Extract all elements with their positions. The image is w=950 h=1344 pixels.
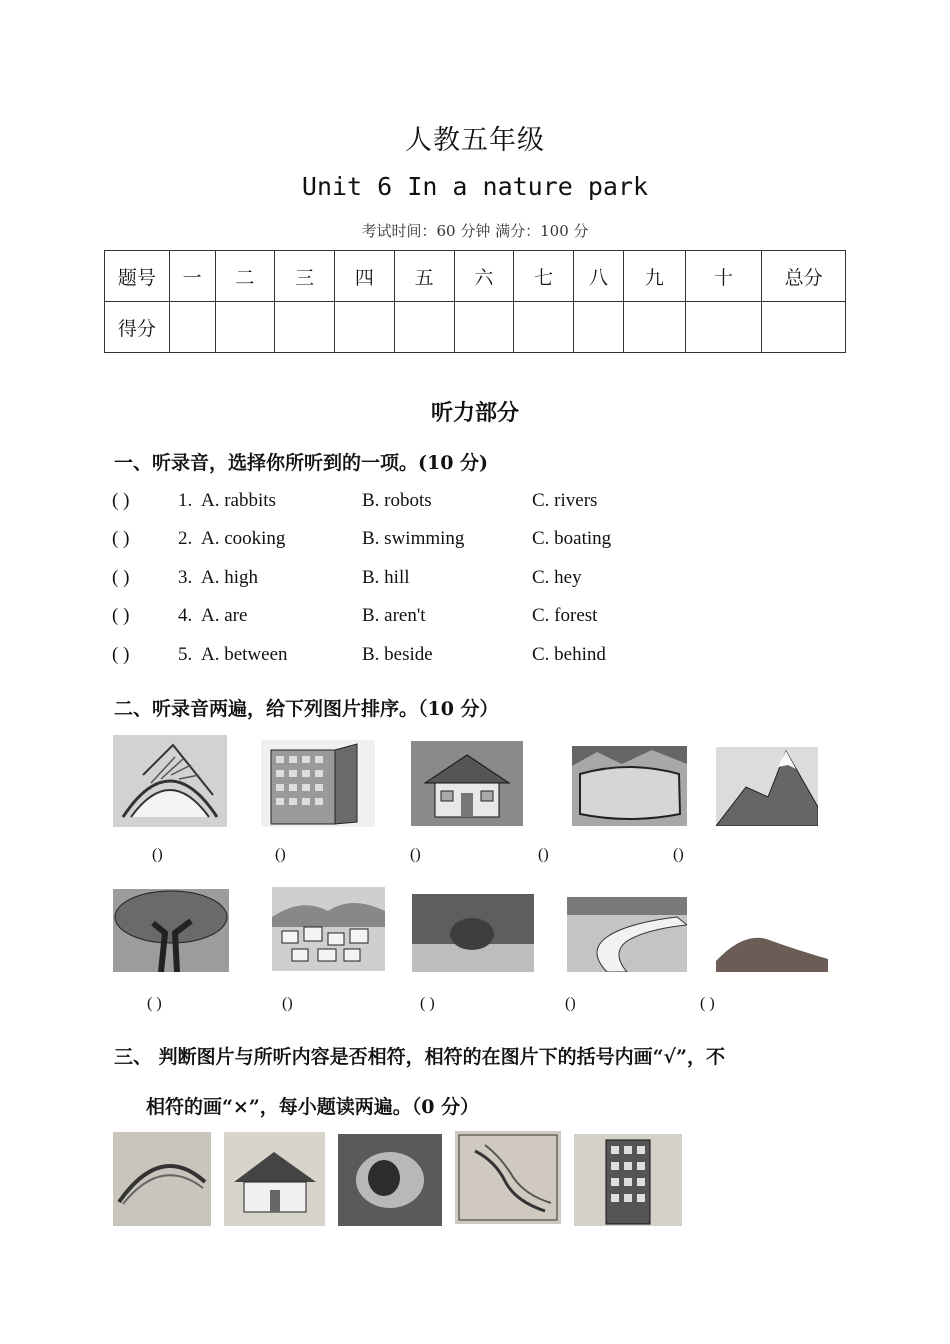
order-paren[interactable]: ( )	[700, 995, 715, 1012]
river-photo	[455, 1131, 561, 1224]
option-b: B. robots	[362, 490, 432, 511]
score-table-cell: 二	[215, 251, 275, 302]
order-paren[interactable]: ( )	[147, 995, 162, 1012]
option-a: A. cooking	[201, 528, 286, 549]
village-picture	[272, 887, 385, 971]
score-table	[104, 250, 846, 353]
score-input-cell[interactable]	[574, 302, 624, 353]
q1-item	[112, 644, 712, 670]
score-table-cell: 八	[574, 251, 624, 302]
page-title: 人教五年级	[405, 125, 545, 156]
order-paren[interactable]: ( )	[420, 995, 435, 1012]
bridge-photo	[113, 1132, 211, 1226]
score-row-label: 得分	[105, 302, 170, 353]
unit-title: Unit 6 In a nature park	[301, 172, 649, 201]
score-input-cell[interactable]	[275, 302, 335, 353]
score-table-cell: 九	[623, 251, 685, 302]
score-table-header-row	[105, 251, 846, 302]
river-picture	[567, 897, 687, 972]
answer-paren[interactable]: ( )	[112, 528, 130, 549]
option-a: A. between	[201, 644, 288, 665]
q1-title: 一、听录音，选择你所听到的一项。(10 分)	[114, 452, 489, 474]
score-input-cell[interactable]	[215, 302, 275, 353]
exam-info: 考试时间：60 分钟 满分：100 分	[361, 222, 589, 240]
score-table-cell: 一	[169, 251, 215, 302]
option-b: B. beside	[362, 644, 433, 665]
q1-item	[112, 490, 712, 516]
score-table-score-row	[105, 302, 846, 353]
lake-photo	[338, 1134, 442, 1226]
score-input-cell[interactable]	[169, 302, 215, 353]
order-paren[interactable]: ()	[565, 995, 576, 1012]
option-a: A. rabbits	[201, 490, 276, 511]
option-c: C. behind	[532, 644, 606, 665]
answer-paren[interactable]: ( )	[112, 644, 130, 665]
forest-picture	[412, 894, 534, 972]
order-paren[interactable]: ()	[152, 846, 163, 863]
q1-item-number: 5.	[178, 644, 193, 665]
q1-item-number: 3.	[178, 567, 193, 588]
option-c: C. hey	[532, 567, 582, 588]
score-table-cell: 总分	[762, 251, 846, 302]
score-input-cell[interactable]	[394, 302, 454, 353]
option-a: A. are	[201, 605, 248, 626]
listening-section-title: 听力部分	[430, 400, 519, 426]
house-picture	[411, 741, 523, 826]
option-a: A. high	[201, 567, 258, 588]
order-paren[interactable]: ()	[538, 846, 549, 863]
order-paren[interactable]: ()	[673, 846, 684, 863]
option-b: B. aren't	[362, 605, 426, 626]
answer-paren[interactable]: ( )	[112, 605, 130, 626]
score-input-cell[interactable]	[762, 302, 846, 353]
lake-picture	[572, 746, 687, 826]
score-table-cell: 四	[335, 251, 395, 302]
score-input-cell[interactable]	[514, 302, 574, 353]
option-b: B. hill	[362, 567, 410, 588]
score-input-cell[interactable]	[335, 302, 395, 353]
q2-title: 二、听录音两遍，给下列图片排序。（10 分）	[114, 698, 499, 720]
score-input-cell[interactable]	[454, 302, 514, 353]
q1-item	[112, 605, 712, 631]
bridge-picture	[113, 735, 227, 827]
option-c: C. rivers	[532, 490, 598, 511]
answer-paren[interactable]: ( )	[112, 490, 130, 511]
option-c: C. forest	[532, 605, 598, 626]
score-table-cell: 五	[394, 251, 454, 302]
score-table-cell: 六	[454, 251, 514, 302]
answer-paren[interactable]: ( )	[112, 567, 130, 588]
score-input-cell[interactable]	[685, 302, 762, 353]
score-table-cell: 七	[514, 251, 574, 302]
score-table-cell: 题号	[105, 251, 170, 302]
option-b: B. swimming	[362, 528, 465, 549]
house-photo	[224, 1132, 325, 1226]
order-paren[interactable]: ()	[282, 995, 293, 1012]
q3-title-line2: 相符的画“×”，每小题读两遍。（0 分）	[146, 1096, 480, 1118]
building-photo	[574, 1134, 682, 1226]
hill-picture	[716, 925, 828, 972]
score-table-cell: 十	[685, 251, 762, 302]
order-paren[interactable]: ()	[275, 846, 286, 863]
q1-item	[112, 528, 712, 554]
option-c: C. boating	[532, 528, 612, 549]
order-paren[interactable]: ()	[410, 846, 421, 863]
q1-item-number: 1.	[178, 490, 193, 511]
building-picture	[261, 740, 375, 827]
mountain-picture	[716, 747, 818, 826]
q1-item	[112, 567, 712, 593]
q1-item-number: 4.	[178, 605, 193, 626]
score-table-cell: 三	[275, 251, 335, 302]
q3-title-line1: 三、 判断图片与所听内容是否相符，相符的在图片下的括号内画“√”，不	[114, 1046, 725, 1068]
tree-picture	[113, 889, 229, 972]
q1-item-number: 2.	[178, 528, 193, 549]
score-input-cell[interactable]	[623, 302, 685, 353]
